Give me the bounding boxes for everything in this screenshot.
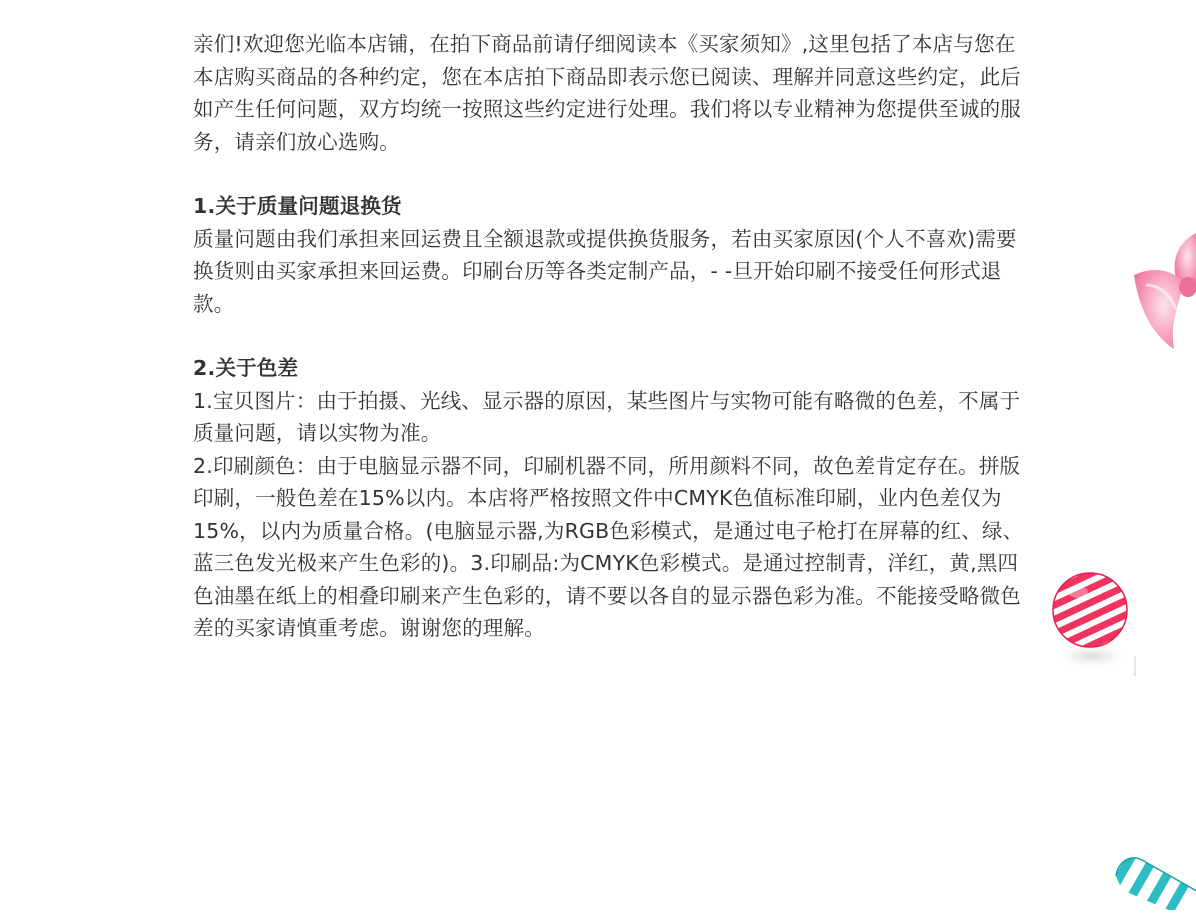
section2-item1: 1.宝贝图片：由于拍摄、光线、显示器的原因，某些图片与实物可能有略微的色差，不属于质量问题，请以实物为准。 xyxy=(193,388,1021,445)
section2-title: 2.关于色差 xyxy=(193,356,299,380)
spacer xyxy=(193,320,1033,352)
pink-bow-icon xyxy=(1126,225,1196,355)
buyer-notice xyxy=(193,28,1033,645)
striped-candy-stick-icon xyxy=(1112,850,1196,910)
section2-item2: 2.印刷颜色：由于电脑显示器不同，印刷机器不同，所用颜料不同，故色差肯定存在。拼版印刷，一般色差在15%以内。本店将严格按照文件中CMYK色值标准印刷，业内色差仅为15%，以内为质量合格。(电脑显示器,为RGB色彩模式，是通过电子枪打在屏幕的红、绿、蓝三色发光极来产生色彩的)。3.印刷品:为CMYK色彩模式。是通过控制青，洋红，黄,黑四色油墨在纸上的相叠印刷来产生色彩的，请不要以各自的显示器色彩为准。不能接受略微色差的买家请慎重考虑。谢谢您的理解。 xyxy=(193,453,1024,640)
striped-candy-icon xyxy=(1048,568,1138,676)
spacer xyxy=(193,158,1033,190)
section1-body: 质量问题由我们承担来回运费且全额退款或提供换货服务，若由买家原因(个人不喜欢)需要换货则由买家承担来回运费。印刷台历等各类定制产品，- -旦开始印刷不接受任何形式退款。 xyxy=(193,226,1017,316)
intro-paragraph: 亲们!欢迎您光临本店铺，在拍下商品前请仔细阅读本《买家须知》,这里包括了本店与您在本店购买商品的各种约定，您在本店拍下商品即表示您已阅读、理解并同意这些约定，此后如产生任何问题，双方均统一按照这些约定进行处理。我们将以专业精神为您提供至诚的服务，请亲们放心选购。 xyxy=(193,32,1021,154)
section1-title: 1.关于质量问题退换货 xyxy=(193,194,402,218)
